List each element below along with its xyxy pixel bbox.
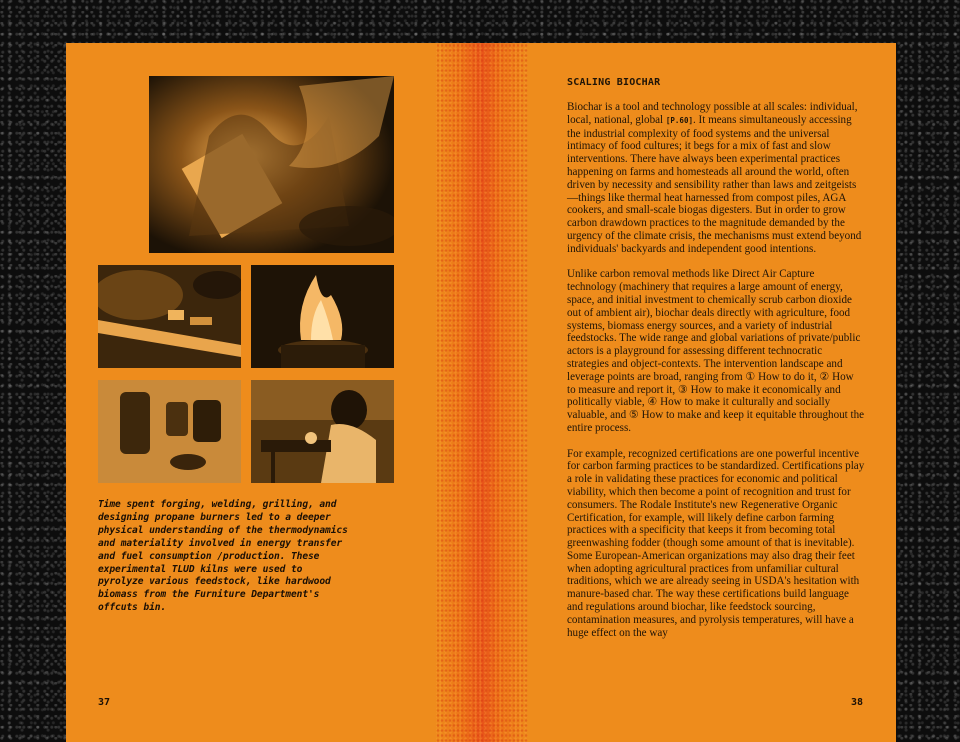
paragraph-1-text-a: Biochar is a tool and technology possible at all scales: individual, local, national, global bbox=[567, 101, 858, 126]
section-heading: SCALING BIOCHAR bbox=[567, 77, 661, 88]
page-number-left: 37 bbox=[98, 697, 111, 708]
kiln-cylinders-photo bbox=[98, 380, 241, 483]
wood-offcuts-photo bbox=[98, 265, 241, 368]
paragraph-1-text-b: . It means simultaneously accessing the industrial complexity of food systems and the universal intimacy of food cultures; it begs for a mix of fast and slow interventions. There have always been experimental practices happening on farms and homesteads all around the world, often driven by necessity and sensibility rather than laws and zeitgeists—things like thermal heat harnessed from compost piles, AGA cookers, and small-scale biogas digesters. But in order to grow carbon drawdown practices to the magnitude demanded by the urgency of the climate crisis, the mechanisms must extend beyond individuals' backyards and independent good intentions. bbox=[567, 113, 862, 255]
burning-wood-photo bbox=[149, 76, 394, 253]
flame-photo bbox=[251, 265, 394, 368]
page-reference: [P.60] bbox=[665, 115, 693, 125]
right-page-text bbox=[567, 77, 865, 652]
paragraph-3: For example, recognized certifications are one powerful incentive for carbon farming practices to be standardized. Certifications play a role in validating these practices for economic and political viability, which then become a point of recognition and trust for consumers. The Rodale Institute's new Regenerative Organic Certification, for example, will likely define carbon farming practices with a specificity that keeps it from becoming total greenwashing fodder (though some amount of that is inevitable). Some European-American organizations may also drag their feet when adopting agricultural practices from unfamiliar cultural traditions, which we are already seeing in USDA's hesitation with manure-based char. The way these certifications build language and regulations around biochar, like feedstock sourcing, contamination measures, and pyrolysis temperatures, will have a huge effect on the way bbox=[567, 447, 865, 639]
welding-photo bbox=[251, 380, 394, 483]
paragraph-2: Unlike carbon removal methods like Direct Air Capture technology (machinery that requires a large amount of energy, space, and initial investment to chemically scrub carbon dioxide out of ambient air), biochar deals directly with agriculture, food systems, biomass energy sources, and a variety of industrial feedstocks. The wide range and global variations of private/public actors is a playground for assessing different technocratic strategies and object-contexts. The intervention landscape and leverage points are broad, ranging from ① How to do it, ② How to measure and report it, ③ How to make it economically and politically viable, ④ How to make it culturally and socially valuable, and ⑤ How to make and keep it equitable throughout the entire process. bbox=[567, 268, 865, 434]
photo-caption: Time spent forging, welding, grilling, and designing propane burners led to a deeper physical understanding of the thermodynamics and materiality involved in energy transfer and fuel consumption /production. These experimental TLUD kilns were used to pyrolyze various feedstock, like hardwood biomass from the Furniture Department's offcuts bin. bbox=[98, 499, 348, 614]
book-spread bbox=[66, 43, 896, 742]
paragraph-1 bbox=[567, 101, 865, 256]
page-number-right: 38 bbox=[851, 697, 864, 708]
gutter-gradient bbox=[436, 43, 528, 742]
